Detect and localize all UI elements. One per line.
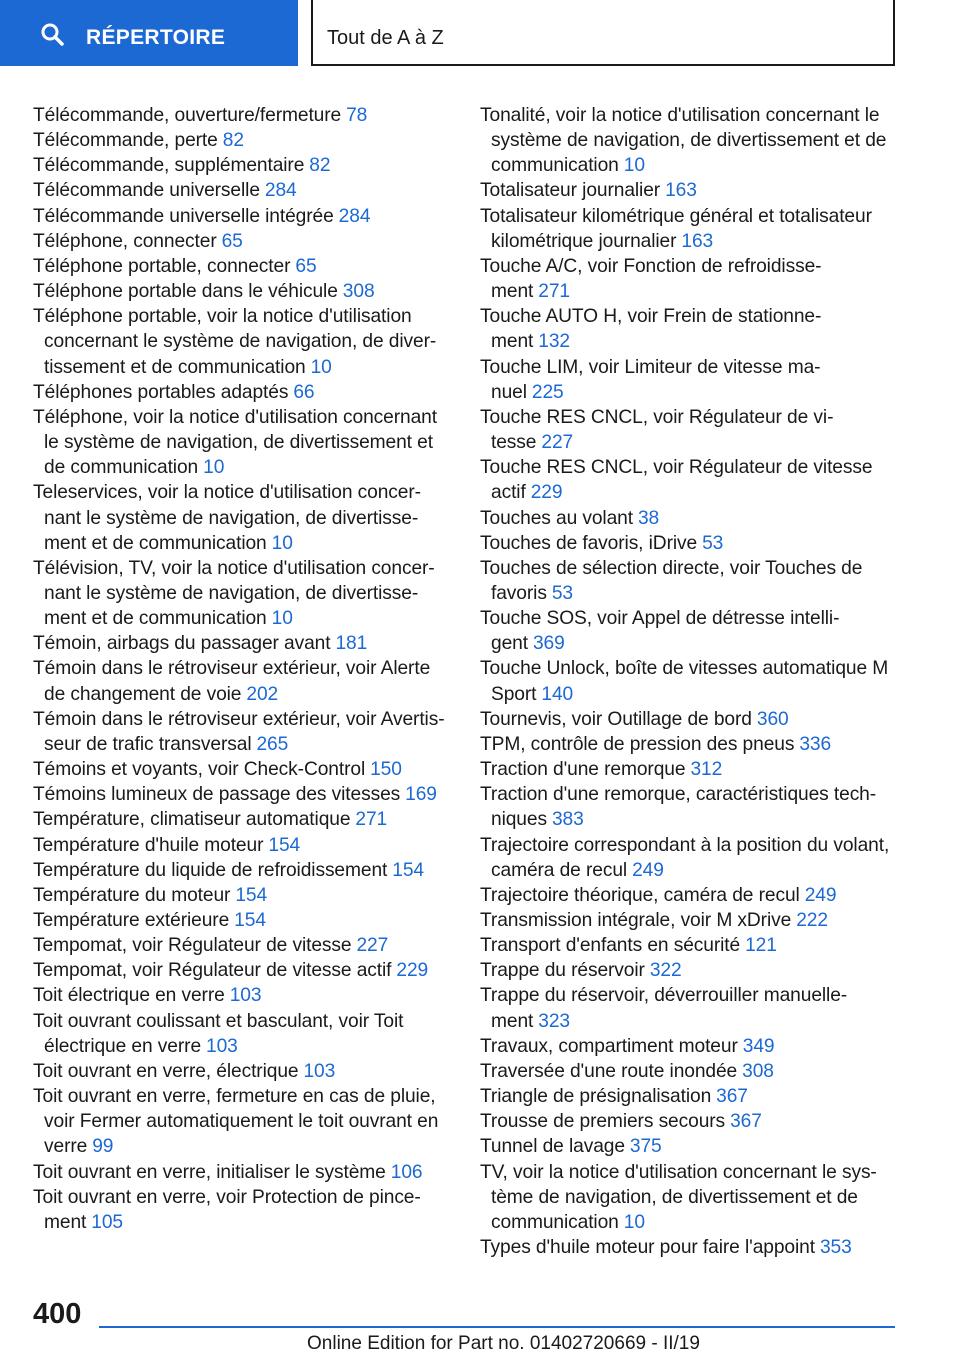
index-entry <box>33 229 451 254</box>
page-reference-link[interactable]: 322 <box>649 960 682 982</box>
index-column-left <box>33 103 451 1235</box>
index-entry-text: Touches de favoris, iDrive <box>480 532 698 554</box>
page-reference-link[interactable]: 154 <box>235 884 268 906</box>
page-reference-link[interactable]: 140 <box>541 683 574 705</box>
index-entry <box>480 1134 900 1159</box>
index-entry <box>480 833 900 883</box>
index-entry <box>480 883 900 908</box>
page-reference-link[interactable]: 323 <box>538 1010 570 1032</box>
index-entry-text: Toit ouvrant en verre, initialiser le système <box>33 1161 386 1183</box>
index-entry-text: Télécommande universelle intégrée <box>33 205 334 227</box>
index-entry <box>480 983 900 1033</box>
index-entry-text: Trappe du réservoir <box>480 960 645 982</box>
index-entry-text: Teleservices, voir la notice d'utilisation concer‐ <box>33 482 421 504</box>
index-entry <box>480 455 900 505</box>
page-reference-link[interactable]: 65 <box>221 230 243 252</box>
page-reference-link[interactable]: 10 <box>271 608 293 630</box>
index-entry-text: Témoins et voyants, voir Check-Control <box>33 759 366 781</box>
index-entry <box>33 153 451 178</box>
index-entry-text: Touches au volant <box>480 507 633 529</box>
index-entry-text: Téléphone portable dans le véhicule <box>33 281 338 303</box>
index-entry-text: Témoin, airbags du passager avant <box>33 633 331 655</box>
index-entry-text: Trajectoire correspondant à la position du volant, <box>480 834 890 856</box>
page-reference-link[interactable]: 105 <box>91 1211 123 1233</box>
page-reference-link[interactable]: 360 <box>756 708 789 730</box>
index-entry <box>480 1109 900 1134</box>
page-reference-link[interactable]: 284 <box>264 180 297 202</box>
directory-tab-label: RÉPERTOIRE <box>86 26 226 49</box>
index-entry-text: actif <box>491 482 526 504</box>
page-reference-link[interactable]: 271 <box>538 281 570 303</box>
index-entry <box>480 707 900 732</box>
index-entry <box>33 757 451 782</box>
index-entry-text: Tunnel de lavage <box>480 1136 625 1158</box>
page-reference-link[interactable]: 181 <box>335 633 368 655</box>
index-entry-text: Toit ouvrant en verre, fermeture en cas de pluie, <box>33 1086 436 1108</box>
index-entry <box>480 355 900 405</box>
index-entry <box>33 480 451 555</box>
index-entry <box>480 1059 900 1084</box>
index-entry <box>480 204 900 254</box>
index-entry <box>480 531 900 556</box>
index-entry-text: Transport d'enfants en sécurité <box>480 935 741 957</box>
index-entry <box>33 858 451 883</box>
index-entry-text: ment et de communication <box>44 608 267 630</box>
index-entry-text: électrique en verre <box>44 1035 202 1057</box>
index-entry-text: Température extérieure <box>33 910 230 931</box>
index-entry <box>33 128 451 153</box>
page-reference-link[interactable]: 10 <box>623 155 645 177</box>
index-entry-text: Toit ouvrant coulissant et basculant, voir Toit <box>33 1010 404 1032</box>
directory-tab[interactable] <box>0 0 298 66</box>
page-reference-link[interactable]: 169 <box>405 784 437 806</box>
index-entry-text: Télécommande, supplémentaire <box>33 155 305 177</box>
index-entry-text: Toit électrique en verre <box>33 985 225 1007</box>
index-entry-text: Touche AUTO H, voir Frein de stationne‐ <box>480 306 822 328</box>
page-reference-link[interactable]: 106 <box>390 1161 423 1183</box>
index-entry <box>33 707 451 757</box>
index-entry <box>33 1160 451 1185</box>
page-reference-link[interactable]: 154 <box>234 910 266 931</box>
index-entry <box>480 1160 900 1235</box>
index-entry-text: Traversée d'une route inondée <box>480 1060 738 1082</box>
page-reference-link[interactable]: 10 <box>271 532 293 554</box>
index-entry-text: système de navigation, de divertissement et de <box>491 130 887 152</box>
index-entry-text: tème de navigation, de divertissement et de <box>491 1186 858 1208</box>
index-entry-text: Touche SOS, voir Appel de détresse intelli‐ <box>480 608 840 630</box>
index-entry-text: nuel <box>491 381 527 403</box>
index-entry <box>33 782 451 807</box>
index-entry-text: Téléphone portable, voir la notice d'utilisation <box>33 306 412 328</box>
index-entry <box>480 606 900 656</box>
page-reference-link[interactable]: 353 <box>819 1237 852 1259</box>
index-entry-text: Touche A/C, voir Fonction de refroidisse‐ <box>480 255 822 277</box>
index-entry <box>33 178 451 203</box>
page-reference-link[interactable]: 82 <box>222 130 244 152</box>
index-entry-text: ment <box>491 1010 534 1032</box>
index-entry-text: tissement et de communication <box>44 356 306 378</box>
index-entry-text: communication <box>491 155 619 177</box>
page-reference-link[interactable]: 132 <box>538 331 570 353</box>
index-entry-text: Tempomat, voir Régulateur de vitesse actif <box>33 960 392 982</box>
index-entry <box>480 757 900 782</box>
index-entry <box>33 631 451 656</box>
index-entry-text: Trajectoire théorique, caméra de recul <box>480 884 800 906</box>
index-entry <box>480 1084 900 1109</box>
page-reference-link[interactable]: 99 <box>92 1136 114 1158</box>
index-entry <box>480 908 900 933</box>
index-entry-text: Toit ouvrant en verre, électrique <box>33 1060 299 1082</box>
page-reference-link[interactable]: 229 <box>396 960 429 982</box>
index-entry-text: Totalisateur kilométrique général et totalisateur <box>480 205 872 227</box>
index-entry <box>33 958 451 983</box>
page-reference-link[interactable]: 53 <box>551 582 573 604</box>
page-reference-link[interactable]: 271 <box>355 809 388 831</box>
index-entry <box>33 807 451 832</box>
index-entry-text: concernant le système de navigation, de diver‐ <box>44 331 437 353</box>
page-reference-link[interactable]: 65 <box>295 255 317 277</box>
index-entry-text: Touches de sélection directe, voir Touches de <box>480 557 863 579</box>
index-entry <box>33 279 451 304</box>
index-entry <box>480 556 900 606</box>
index-entry <box>33 908 451 933</box>
index-entry-text: Trappe du réservoir, déverrouiller manuelle‐ <box>480 985 848 1007</box>
index-entry-text: Témoin dans le rétroviseur extérieur, voir Alerte <box>33 658 431 680</box>
index-entry-text: Tonalité, voir la notice d'utilisation concernant le <box>480 105 880 126</box>
index-entry <box>480 656 900 706</box>
page-number: 400 <box>33 1298 82 1330</box>
page-reference-link[interactable]: 227 <box>541 432 574 454</box>
page-reference-link[interactable]: 150 <box>370 759 402 781</box>
index-entry <box>33 204 451 229</box>
index-entry-text: Tempomat, voir Régulateur de vitesse <box>33 935 352 957</box>
page-reference-link[interactable]: 265 <box>256 733 289 755</box>
index-entry-text: de communication <box>44 457 199 479</box>
index-entry-text: verre <box>44 1136 88 1158</box>
index-entry-text: nant le système de navigation, de divertisse‐ <box>44 582 419 604</box>
page-reference-link[interactable]: 367 <box>716 1086 748 1108</box>
page-reference-link[interactable]: 154 <box>268 834 301 856</box>
index-entry-text: Télécommande, perte <box>33 130 218 152</box>
page-reference-link[interactable]: 308 <box>742 1060 774 1082</box>
index-entry <box>33 254 451 279</box>
footer-divider <box>99 1326 895 1328</box>
index-entry-text: niques <box>491 809 547 831</box>
page-reference-link[interactable]: 383 <box>551 809 584 831</box>
index-entry <box>480 933 900 958</box>
index-entry <box>33 656 451 706</box>
page-reference-link[interactable]: 229 <box>530 482 563 504</box>
page-reference-link[interactable]: 222 <box>796 910 828 931</box>
index-entry-text: Toit ouvrant en verre, voir Protection de pince‐ <box>33 1186 421 1208</box>
index-entry-text: Touche RES CNCL, voir Régulateur de vitesse <box>480 457 873 479</box>
index-entry-text: Témoins lumineux de passage des vitesses <box>33 784 401 806</box>
index-entry-text: ment <box>491 331 534 353</box>
page-reference-link[interactable]: 349 <box>742 1035 775 1057</box>
index-entry <box>33 933 451 958</box>
index-entry-text: Télévision, TV, voir la notice d'utilisation concer‐ <box>33 557 435 579</box>
index-entry-text: Sport <box>491 683 537 705</box>
index-column-right <box>480 103 900 1260</box>
index-entry <box>480 178 900 203</box>
index-entry-text: tesse <box>491 432 537 454</box>
index-entry-text: gent <box>491 633 528 655</box>
index-entry <box>33 405 451 480</box>
index-entry-text: TPM, contrôle de pression des pneus <box>480 733 795 755</box>
index-entry-text: Trousse de premiers secours <box>480 1111 726 1133</box>
index-entry-text: Types d'huile moteur pour faire l'appoint <box>480 1237 815 1259</box>
page-reference-link[interactable]: 227 <box>356 935 389 957</box>
index-entry-text: nant le système de navigation, de divertisse‐ <box>44 507 419 529</box>
page-reference-link[interactable]: 103 <box>303 1060 336 1082</box>
index-entry-text: Tournevis, voir Outillage de bord <box>480 708 752 730</box>
index-entry-text: ment <box>491 281 534 303</box>
index-entry <box>480 405 900 455</box>
index-entry <box>480 958 900 983</box>
index-entry <box>480 103 900 178</box>
index-entry <box>33 833 451 858</box>
index-entry-text: ment <box>44 1211 87 1233</box>
page-reference-link[interactable]: 10 <box>310 356 332 378</box>
index-entry <box>33 1059 451 1084</box>
index-entry <box>480 254 900 304</box>
index-entry <box>33 1009 451 1059</box>
index-entry-text: ment et de communication <box>44 532 267 554</box>
page-reference-link[interactable]: 336 <box>799 733 832 755</box>
page-reference-link[interactable]: 121 <box>745 935 777 957</box>
index-entry-text: Température, climatiseur automatique <box>33 809 351 831</box>
index-entry <box>33 883 451 908</box>
page-reference-link[interactable]: 312 <box>690 759 723 781</box>
index-entry-text: Température du liquide de refroidissement <box>33 859 388 881</box>
index-entry <box>33 556 451 631</box>
index-entry <box>480 782 900 832</box>
index-entry-text: favoris <box>491 582 547 604</box>
index-entry <box>33 304 451 379</box>
page-reference-link[interactable]: 369 <box>532 633 565 655</box>
index-entry-text: Télécommande universelle <box>33 180 260 202</box>
page-reference-link[interactable]: 38 <box>637 507 660 529</box>
page-reference-link[interactable]: 249 <box>804 884 837 906</box>
index-entry-text: Température du moteur <box>33 884 231 906</box>
index-entry-text: Télécommande, ouverture/fermeture <box>33 105 342 126</box>
section-tab-label: Tout de A à Z <box>327 27 444 49</box>
page-reference-link[interactable]: 375 <box>629 1136 662 1158</box>
index-entry-text: Totalisateur journalier <box>480 180 661 202</box>
index-entry-text: Touche Unlock, boîte de vitesses automatique M <box>480 658 889 680</box>
index-entry-text: Téléphones portables adaptés <box>33 381 289 403</box>
page-reference-link[interactable]: 10 <box>623 1211 645 1233</box>
page-reference-link[interactable]: 78 <box>346 105 368 126</box>
index-entry-text: Traction d'une remorque, caractéristiques tech‐ <box>480 784 877 806</box>
page-reference-link[interactable]: 66 <box>293 381 315 403</box>
edition-footer: Online Edition for Part no. 01402720669 - II/19 <box>307 1333 700 1354</box>
index-entry-text: communication <box>491 1211 619 1233</box>
search-icon <box>40 22 64 46</box>
index-entry-text: Traction d'une remorque <box>480 759 686 781</box>
page-reference-link[interactable]: 53 <box>702 532 724 554</box>
index-entry <box>33 103 451 128</box>
index-entry <box>480 732 900 757</box>
index-entry-text: Touche LIM, voir Limiteur de vitesse ma‐ <box>480 356 821 378</box>
page-reference-link[interactable]: 225 <box>531 381 564 403</box>
index-entry-text: Triangle de présignalisation <box>480 1086 712 1108</box>
index-entry-text: Téléphone, connecter <box>33 230 217 252</box>
index-entry-text: seur de trafic transversal <box>44 733 252 755</box>
index-entry-text: Touche RES CNCL, voir Régulateur de vi‐ <box>480 406 834 428</box>
index-entry-text: kilométrique journalier <box>491 230 677 252</box>
index-entry <box>480 1235 900 1260</box>
page-reference-link[interactable]: 154 <box>392 859 424 881</box>
page-reference-link[interactable]: 10 <box>203 457 225 479</box>
page-reference-link[interactable]: 202 <box>246 683 279 705</box>
index-entry <box>33 983 451 1008</box>
page-reference-link[interactable]: 103 <box>206 1035 238 1057</box>
page-reference-link[interactable]: 308 <box>342 281 375 303</box>
index-entry-text: Travaux, compartiment moteur <box>480 1035 738 1057</box>
page-reference-link[interactable]: 284 <box>338 205 371 227</box>
index-entry-text: Téléphone, voir la notice d'utilisation concernant <box>33 406 437 428</box>
index-entry-text: TV, voir la notice d'utilisation concernant le sys‐ <box>480 1161 877 1183</box>
index-entry <box>33 1185 451 1235</box>
page-reference-link[interactable]: 163 <box>665 180 697 202</box>
index-entry-text: voir Fermer automatiquement le toit ouvrant en <box>44 1111 439 1133</box>
page-reference-link[interactable]: 249 <box>632 859 664 881</box>
index-entry <box>33 380 451 405</box>
index-entry-text: le système de navigation, de divertissement et <box>44 432 433 454</box>
index-entry-text: caméra de recul <box>491 859 628 881</box>
index-entry-text: Transmission intégrale, voir M xDrive <box>480 910 792 931</box>
index-entry-text: Témoin dans le rétroviseur extérieur, voir Avertis‐ <box>33 708 445 730</box>
page-reference-link[interactable]: 163 <box>681 230 714 252</box>
page-reference-link[interactable]: 103 <box>229 985 262 1007</box>
section-tab[interactable] <box>311 0 895 66</box>
index-entry-text: Température d'huile moteur <box>33 834 264 856</box>
page-reference-link[interactable]: 82 <box>309 155 331 177</box>
index-entry <box>480 506 900 531</box>
index-entry <box>33 1084 451 1159</box>
page-reference-link[interactable]: 367 <box>730 1111 762 1133</box>
index-entry-text: Téléphone portable, connecter <box>33 255 291 277</box>
index-entry-text: de changement de voie <box>44 683 242 705</box>
index-entry <box>480 304 900 354</box>
index-entry <box>480 1034 900 1059</box>
